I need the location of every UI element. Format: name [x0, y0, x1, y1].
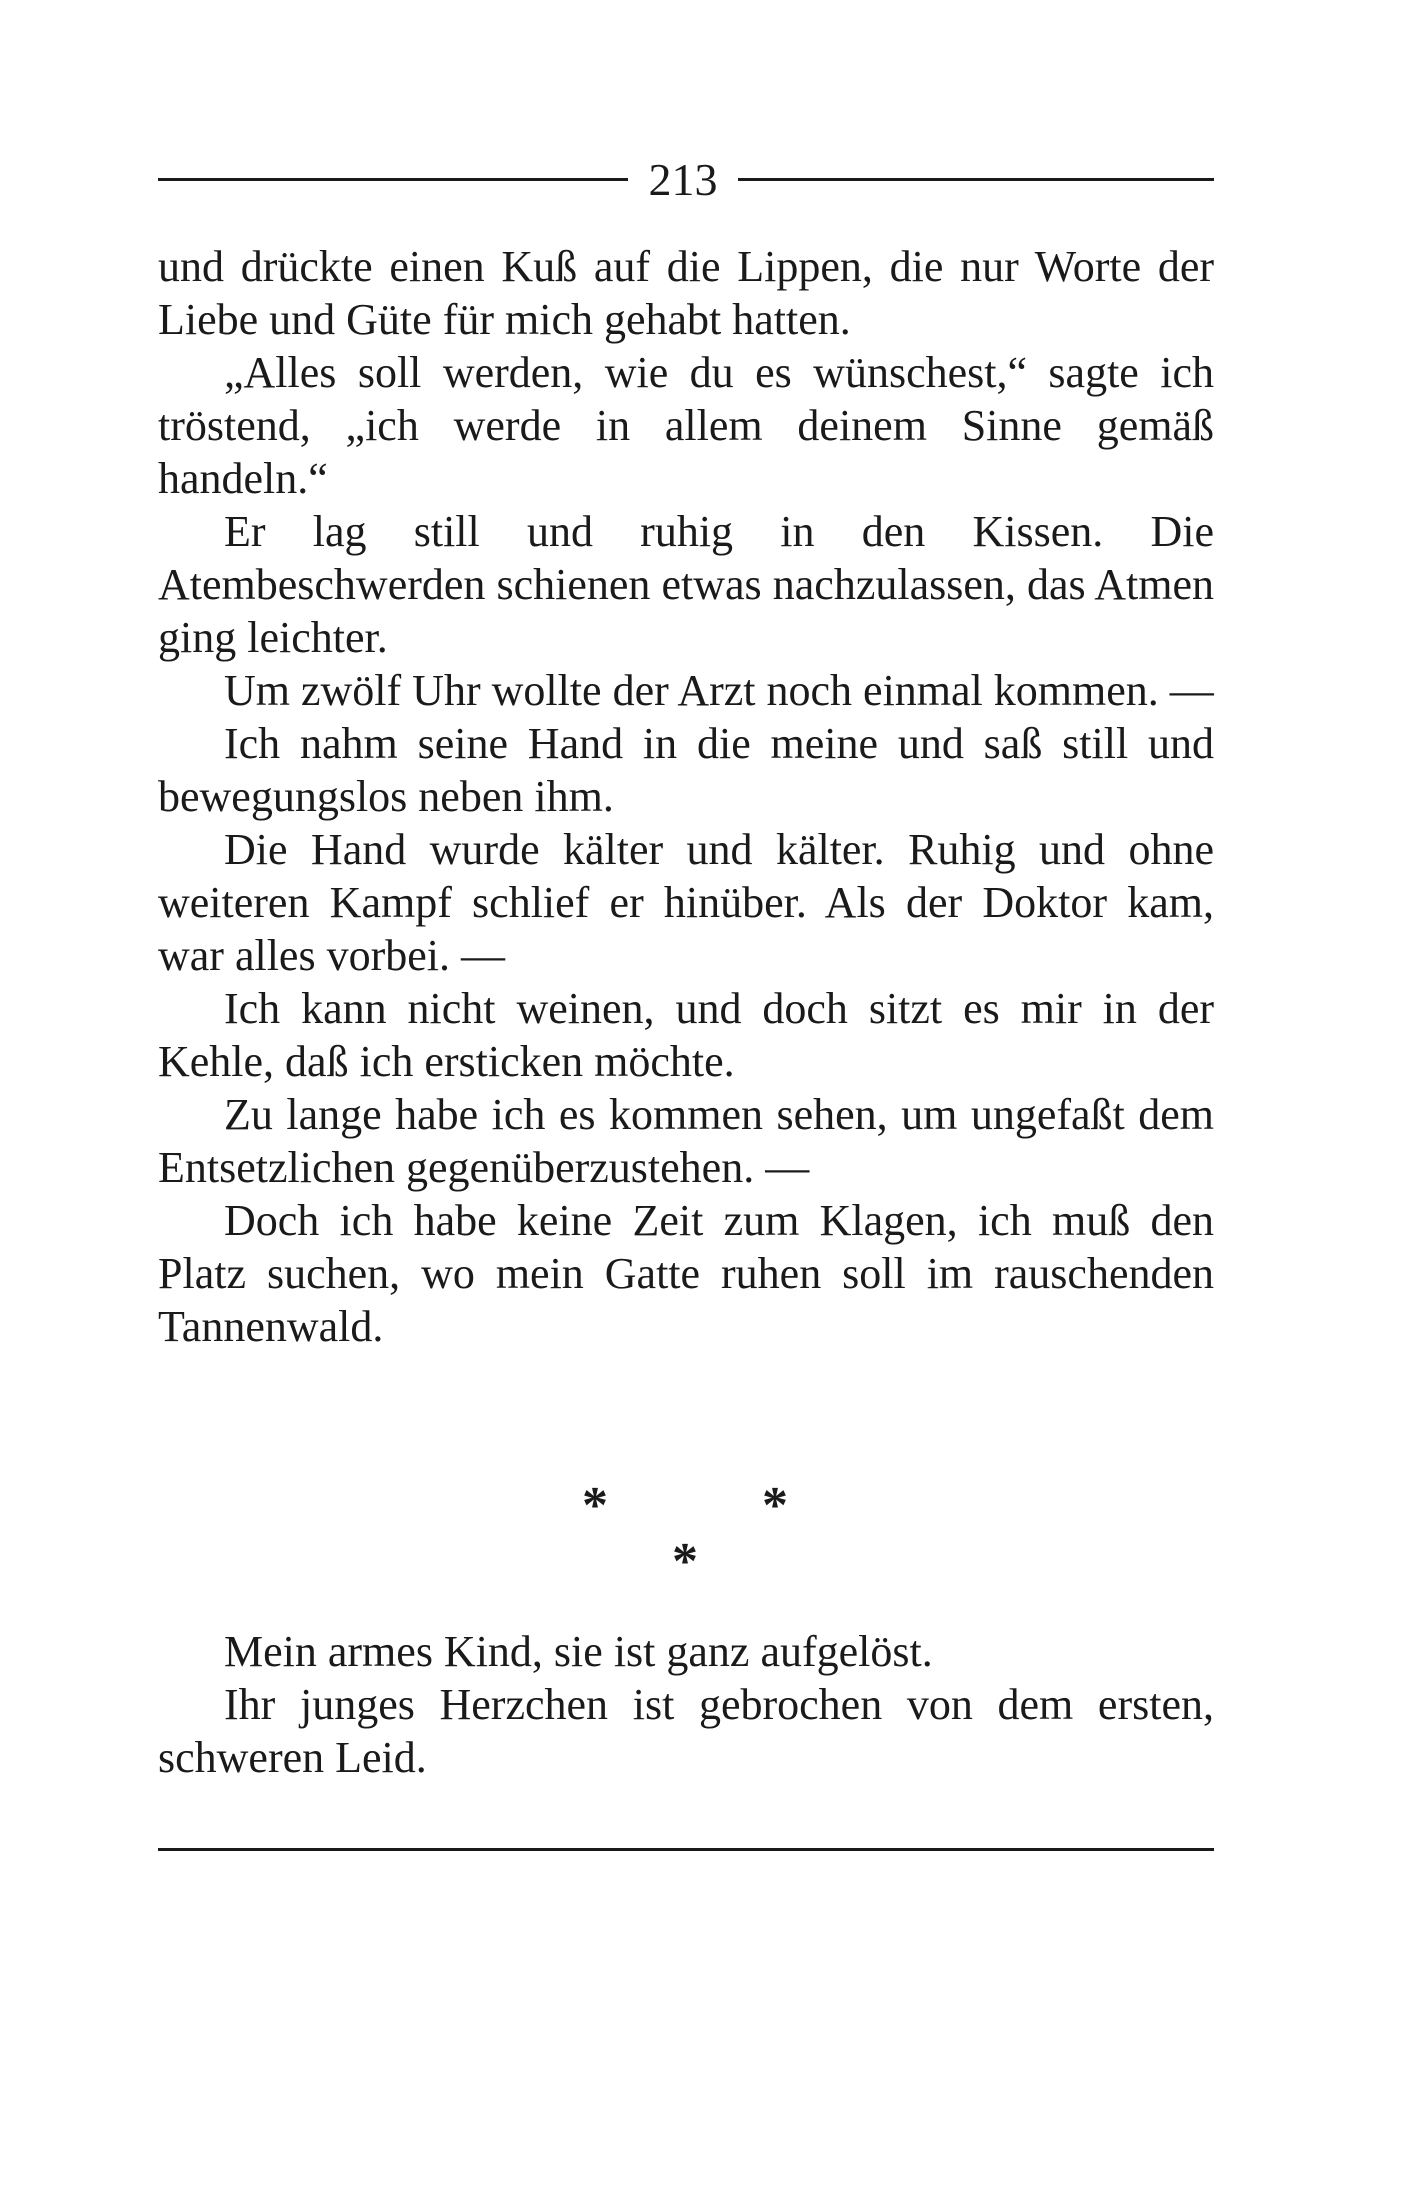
header-rule-right	[738, 178, 1214, 181]
body-text-continued	[158, 1625, 1214, 1784]
separator-star: *	[762, 1477, 788, 1534]
paragraph: Er lag still und ruhig in den Kissen. Die Atembeschwerden schienen etwas nachzulassen, das Atmen ging leichter.	[158, 507, 1214, 662]
paragraph: Ihr junges Herzchen ist gebrochen von dem ersten, schweren Leid.	[158, 1680, 1214, 1782]
paragraph: Um zwölf Uhr wollte der Arzt noch einmal kommen. —	[224, 666, 1214, 715]
section-separator	[158, 1477, 1214, 1590]
paragraph: Ich nahm seine Hand in die meine und saß still und bewegungslos neben ihm.	[158, 719, 1214, 821]
page-header	[158, 150, 1214, 210]
separator-star: *	[582, 1477, 608, 1534]
body-text	[158, 240, 1214, 1353]
paragraph: und drückte einen Kuß auf die Lippen, die nur Worte der Liebe und Güte für mich gehabt hatten.	[158, 242, 1214, 344]
paragraph: Zu lange habe ich es kommen sehen, um ungefaßt dem Entsetzlichen gegenüberzustehen. —	[158, 1090, 1214, 1192]
page-number: 213	[648, 154, 718, 205]
header-rule-left	[158, 178, 628, 181]
footer-rule	[158, 1848, 1214, 1851]
paragraph: Doch ich habe keine Zeit zum Klagen, ich muß den Platz suchen, wo mein Gatte ruhen soll im rauschenden Tannenwald.	[158, 1196, 1214, 1351]
paragraph: Mein armes Kind, sie ist ganz aufgelöst.	[224, 1627, 933, 1676]
paragraph: Die Hand wurde kälter und kälter. Ruhig und ohne weiteren Kampf schlief er hinüber. Als der Doktor kam, war alles vorbei. —	[158, 825, 1214, 980]
paragraph: Ich kann nicht weinen, und doch sitzt es mir in der Kehle, daß ich ersticken möchte.	[158, 984, 1214, 1086]
paragraph: „Alles soll werden, wie du es wünschest,“ sagte ich tröstend, „ich werde in allem deinem Sinne gemäß handeln.“	[158, 348, 1214, 503]
separator-star: *	[672, 1533, 698, 1590]
